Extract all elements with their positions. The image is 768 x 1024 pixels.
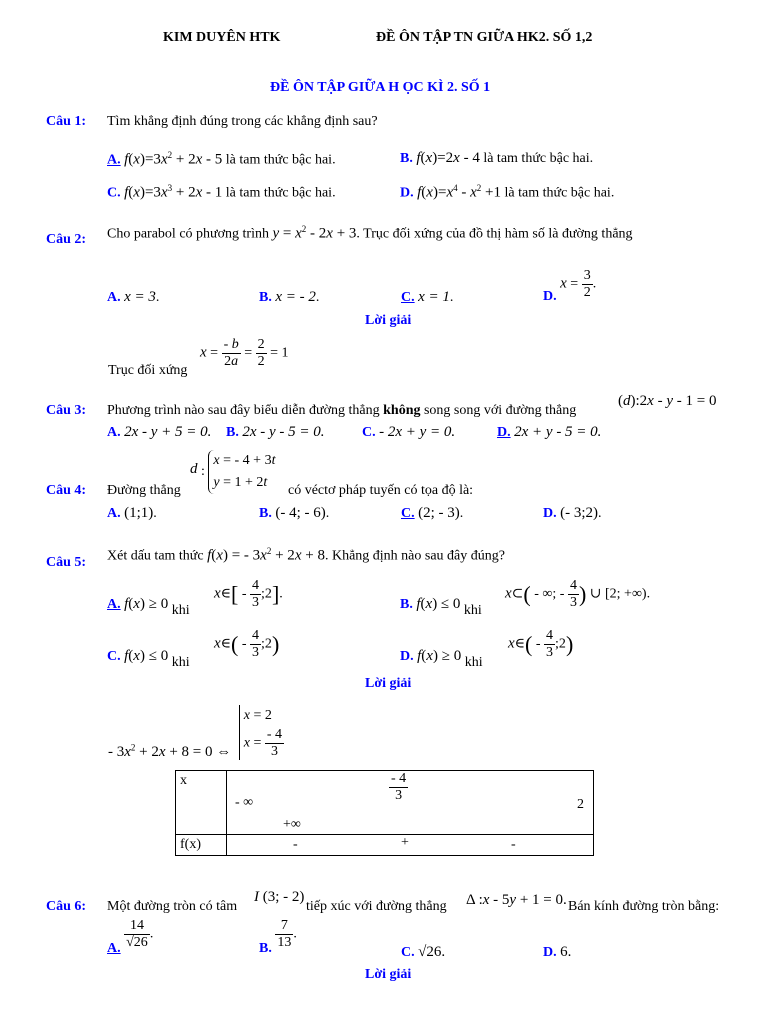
q3-text (107, 403, 576, 419)
q6-line: Δ :x - 5y + 1 = 0. (466, 892, 567, 908)
q5-b-letter: B. (400, 597, 413, 612)
q5-option-c[interactable]: C. f(x) ≤ 0 khi (107, 648, 190, 670)
q3-option-b[interactable] (226, 424, 325, 441)
q1-a-suffix: là tam thức bậc hai. (222, 152, 336, 168)
q4-d-letter: D. (543, 506, 557, 521)
q2-d-formula: x (560, 275, 567, 292)
q4-a-value: (1;1) (124, 505, 154, 521)
q2-c-value: x = 1 (418, 289, 450, 305)
q2-solution-label: Lời giải (365, 313, 412, 328)
q1-a-letter: A. (107, 152, 121, 168)
sign-table-root2: 2 (577, 797, 584, 812)
q1-text: Tìm khẳng định đúng trong các khẳng định sau? (107, 114, 378, 129)
q1-option-d[interactable]: D. $f(x)=x^4 - x^2 +1$ là tam thức bậc hai. (400, 183, 615, 201)
sign-table-x-row (227, 771, 594, 835)
q4-d-value: (- 3;2) (560, 505, 599, 521)
doc-title: ĐỀ ÔN TẬP GIỮA H ỌC KÌ 2. SỐ 1 (270, 80, 491, 95)
sign-table-plus-inf: +∞ (283, 817, 301, 832)
q1-c-letter: C. (107, 185, 121, 201)
q3-d-letter: D. (497, 425, 511, 440)
q3-b-letter: B. (226, 425, 239, 440)
q3-option-c[interactable] (362, 424, 455, 441)
q2-text: Cho parabol có phương trình $y = x^2 - 2x + 3$. Trục đối xứng của đồ thị hàm số là đường thẳng (107, 224, 633, 242)
q1-b-letter: B. (400, 151, 413, 166)
q5-b-interval: x⊂( - ∞; - $\frac{4}{3}$ ) ∪ [2; +∞). (505, 578, 651, 610)
q5-a-interval: x∈[ - $\frac{4}{3}$ ;2]. (214, 578, 283, 610)
sign-table (175, 770, 594, 856)
q5-text-before: Xét dấu tam thức (107, 548, 208, 564)
q2-solution-text: Trục đối xứng (108, 363, 188, 378)
q5-label: Câu 5: (46, 555, 87, 570)
q2-option-c[interactable]: C. x = 1. (401, 289, 454, 305)
q4-text-after: có véctơ pháp tuyến có tọa độ là: (288, 483, 474, 498)
q4-system: d : x = - 4 + 3t y = 1 + 2t (190, 450, 275, 494)
q5-c-interval: x∈( - $\frac{4}{3}$ ;2) (214, 628, 280, 660)
q5-c-letter: C. (107, 649, 121, 664)
q3-option-a[interactable] (107, 424, 211, 441)
q6-label: Câu 6: (46, 899, 87, 914)
q1-label: Câu 1: (46, 114, 87, 129)
q5-option-d[interactable]: D. f(x) ≥ 0 khi (400, 648, 483, 670)
q2-option-a[interactable]: A. x = 3. (107, 289, 160, 305)
q5-d-letter: D. (400, 649, 414, 664)
q3-line-d: (d):2x - y - 1 = 0 (618, 393, 717, 409)
q4-c-letter: C. (401, 506, 415, 521)
q3-label: Câu 3: (46, 403, 87, 418)
q6-text-after: Bán kính đường tròn bằng: (568, 899, 720, 914)
q3-text-before: Phương trình nào sau đây biểu diễn đường thẳng (107, 403, 384, 418)
q6-text-before: Một đường tròn có tâm (107, 899, 238, 914)
sign-table-minus-inf: - ∞ (235, 795, 254, 810)
q4-b-letter: B. (259, 506, 272, 521)
q1-d-suffix: là tam thức bậc hai. (501, 185, 615, 201)
q4-option-d[interactable]: D. (- 3;2). (543, 505, 602, 521)
q2-b-value: x = - 2 (275, 289, 316, 305)
q3-b-value: 2x - y - 5 = 0. (242, 424, 325, 440)
q1-option-c[interactable]: C. $f(x)=3x^3 + 2x - 1$ là tam thức bậc hai. (107, 183, 336, 201)
q5-c-khi: khi (171, 655, 190, 670)
q1-b-formula: f (416, 150, 421, 166)
q2-d-letter: D. (543, 288, 557, 304)
q2-option-d[interactable]: D. x = $\frac{3}{2}$ . (543, 268, 597, 304)
q4-a-letter: A. (107, 506, 121, 521)
q4-option-c[interactable]: C. (2; - 3). (401, 505, 464, 521)
sign-table-x-label: x (176, 771, 227, 835)
q6-a-letter: A. (107, 940, 121, 956)
q1-d-letter: D. (400, 185, 414, 201)
q2-option-b[interactable]: B. x = - 2. (259, 289, 320, 305)
q6-option-c[interactable]: C. √26. (401, 944, 446, 960)
q2-text-after: . Trục đối xứng của đồ thị hàm số là đường thẳng (356, 226, 633, 242)
q5-option-a[interactable]: A. f(x) ≥ 0 khi (107, 596, 190, 618)
q1-c-formula: f (124, 184, 129, 201)
q5-text-after: . Khẳng định nào sau đây đúng? (324, 548, 505, 564)
sign-table-sign-3: - (511, 837, 516, 852)
q5-d-khi: khi (464, 655, 483, 670)
q5-solution-label: Lời giải (365, 676, 412, 691)
sign-table-root1: $\frac{- 4}{3}$ (391, 771, 407, 803)
sign-table-fx-row (227, 835, 594, 856)
q2-label: Câu 2: (46, 232, 87, 247)
q1-c-suffix: là tam thức bậc hai. (222, 185, 336, 201)
q1-b-suffix: là tam thức bậc hai. (479, 151, 594, 166)
q6-b-letter: B. (259, 940, 272, 956)
q2-a-value: x = 3 (124, 289, 156, 305)
q5-a-khi: khi (171, 603, 190, 618)
q6-d-letter: D. (543, 945, 557, 960)
q4-b-value: (- 4; - 6) (275, 505, 326, 521)
q3-d-value: 2x + y - 5 = 0. (514, 424, 602, 440)
q3-text-after: song song với đường thẳng (420, 403, 577, 418)
q6-c-letter: C. (401, 945, 415, 960)
q2-b-letter: B. (259, 290, 272, 305)
q2-formula: y (272, 225, 280, 242)
q6-center: I (3; - 2) (254, 889, 305, 905)
q3-a-value: 2x - y + 5 = 0. (124, 424, 212, 440)
q3-a-letter: A. (107, 425, 121, 440)
q1-a-formula: f (124, 151, 129, 168)
q6-solution-label: Lời giải (365, 967, 412, 982)
q6-d-value: 6. (560, 944, 572, 960)
sign-table-fx-label: f(x) (176, 835, 227, 856)
q6-option-a[interactable]: A. $\frac{14}{√26}$ . (107, 918, 154, 956)
q1-d-formula: f (417, 184, 422, 201)
sign-table-sign-1: - (293, 837, 298, 852)
q1-option-b[interactable]: B. f(x)=2x - 4 là tam thức bậc hai. (400, 150, 594, 166)
q5-b-khi: khi (463, 603, 482, 618)
q4-c-value: (2; - 3) (418, 505, 460, 521)
q3-option-d[interactable] (497, 424, 601, 441)
q5-a-letter: A. (107, 597, 121, 612)
q1-option-a[interactable]: A. $f(x)=3x^2 + 2x - 5$ là tam thức bậc hai. (107, 150, 336, 168)
q2-text-before: Cho parabol có phương trình (107, 226, 273, 242)
q2-solution-formula: x = $\frac{- b}{2a}$ = $\frac{2}{2}$ = 1 (200, 337, 289, 369)
q3-bold-word: không (383, 403, 421, 418)
q6-option-d[interactable] (543, 944, 571, 961)
q5-option-b[interactable]: B. f(x) ≤ 0 khi (400, 596, 482, 618)
q3-c-value: - 2x + y = 0. (379, 424, 456, 440)
q3-c-letter: C. (362, 425, 376, 440)
q5-d-interval: x∈( - $\frac{4}{3}$ ;2) (508, 628, 574, 660)
q4-system-brace: x = - 4 + 3t y = 1 + 2t (208, 450, 275, 494)
sign-table-sign-2: + (401, 835, 409, 850)
q5-text: Xét dấu tam thức f(x) = - $3x^2 + 2x + 8$. Khẳng định nào sau đây đúng? (107, 546, 505, 564)
q6-text-mid: tiếp xúc với đường thẳng (306, 899, 447, 914)
q4-label: Câu 4: (46, 483, 87, 498)
q2-c-letter: C. (401, 290, 415, 305)
q4-text-before: Đường thẳng (107, 483, 181, 498)
q4-option-b[interactable]: B. (- 4; - 6). (259, 505, 330, 521)
q6-option-b[interactable]: B. $\frac{7}{13}$ . (259, 918, 297, 956)
header-author: KIM DUYÊN HTK (163, 30, 281, 45)
q2-a-letter: A. (107, 290, 121, 305)
header-exam: ĐỀ ÔN TẬP TN GIỮA HK2. SỐ 1,2 (376, 30, 593, 45)
q5-solution-equation: - $3x^2 + 2x + 8 = 0$ ⇔ x = 2 x = $\frac{- 4}{3}$ (108, 705, 284, 760)
q4-option-a[interactable]: A. (1;1). (107, 505, 157, 521)
